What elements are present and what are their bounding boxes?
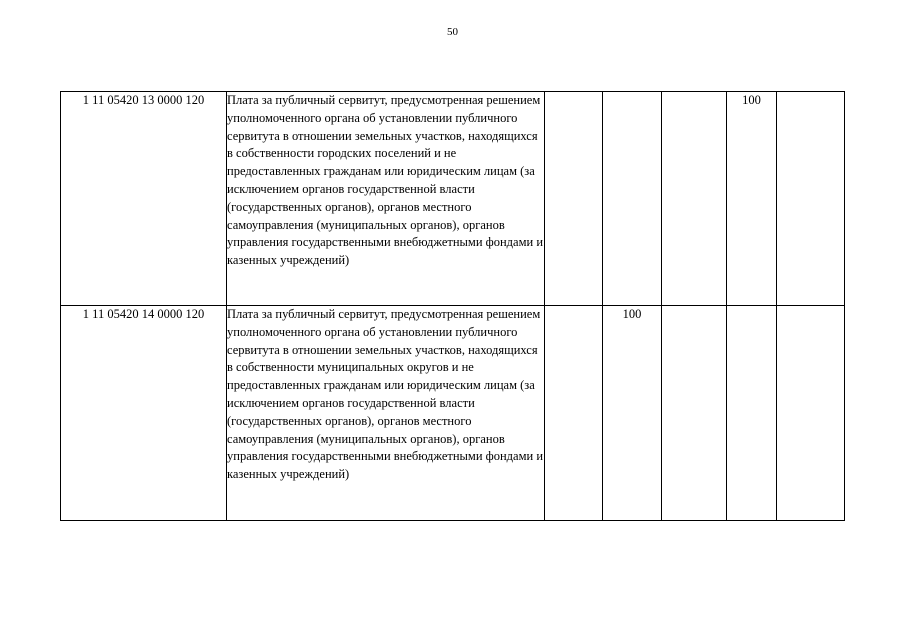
value-cell-2 <box>603 92 662 306</box>
table-row <box>61 306 845 521</box>
description-cell: Плата за публичный сервитут, предусмотренная решением уполномоченного органа об установлении публичного сервитута в отношении земельных участков, находящихся в собственности городских поселений и не предоставленных гражданам или юридическим лицам (за исключением органов государственной власти (государственных органов), органов местного самоуправления (муниципальных органов), органов управления государственными внебюджетными фондами и казенных учреждений) <box>227 92 545 306</box>
value-cell-4 <box>727 306 777 521</box>
value-cell-1 <box>545 306 603 521</box>
revenue-classification-table <box>60 91 845 521</box>
value-cell-5 <box>777 306 845 521</box>
page-number: 50 <box>447 26 458 38</box>
value-cell-4: 100 <box>727 92 777 306</box>
table-row <box>61 92 845 306</box>
value-cell-5 <box>777 92 845 306</box>
budget-code-cell: 1 11 05420 14 0000 120 <box>61 306 227 521</box>
value-cell-1 <box>545 92 603 306</box>
value-cell-3 <box>662 92 727 306</box>
description-cell: Плата за публичный сервитут, предусмотренная решением уполномоченного органа об установлении публичного сервитута в отношении земельных участков, находящихся в собственности муниципальных округов и не предоставленных гражданам или юридическим лицам (за исключением органов государственной власти (государственных органов), органов местного самоуправления (муниципальных органов), органов управления государственными внебюджетными фондами и казенных учреждений) <box>227 306 545 521</box>
value-cell-3 <box>662 306 727 521</box>
budget-code-cell: 1 11 05420 13 0000 120 <box>61 92 227 306</box>
value-cell-2: 100 <box>603 306 662 521</box>
